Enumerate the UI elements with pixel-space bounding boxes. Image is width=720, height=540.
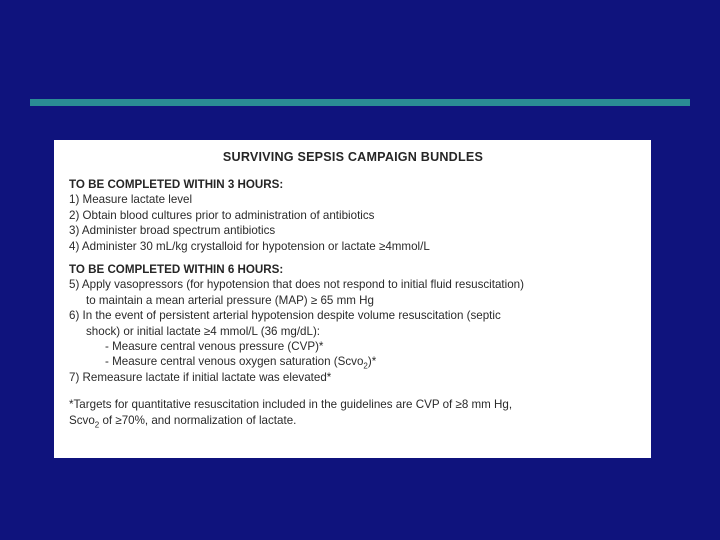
- sepsis-bundles-panel: [54, 140, 651, 458]
- section-heading-6-hours: TO BE COMPLETED WITHIN 6 HOURS:: [69, 263, 284, 277]
- list-item-5-continuation: to maintain a mean arterial pressure (MAP) ≥ 65 mm Hg: [86, 293, 374, 307]
- section-heading-3-hours: TO BE COMPLETED WITHIN 3 HOURS:: [69, 178, 284, 191]
- footnote: [69, 397, 637, 428]
- list-item-6: 6) In the event of persistent arterial hypotension despite volume resuscitation (septic: [69, 309, 501, 323]
- sub-item-scvo2-text: - Measure central venous oxygen saturation (Scvo: [105, 355, 364, 369]
- accent-rule: [30, 99, 690, 106]
- sub-item-scvo2: [69, 354, 637, 369]
- section-spacer: [69, 254, 637, 262]
- subscript-2: 2: [94, 420, 100, 429]
- list-item-6-continuation: shock) or initial lactate ≥4 mmol/L (36 mg/dL):: [86, 324, 321, 338]
- list-item: 1) Measure lactate level: [69, 193, 193, 207]
- sub-item-scvo2-suffix: )*: [367, 355, 377, 369]
- subscript-2: 2: [363, 361, 368, 371]
- section-6-hours: [69, 262, 637, 385]
- list-item: 2) Obtain blood cultures prior to administration of antibiotics: [69, 208, 375, 222]
- footnote-line-2: [69, 413, 637, 428]
- section-3-hours: [69, 177, 637, 254]
- list-item: 3) Administer broad spectrum antibiotics: [69, 224, 276, 238]
- footnote-spacer: [69, 385, 637, 397]
- footnote-scvo-text: Scvo: [69, 413, 95, 427]
- footnote-line-2-suffix: of ≥70%, and normalization of lactate.: [99, 413, 297, 427]
- panel-title: SURVIVING SEPSIS CAMPAIGN BUNDLES: [222, 150, 484, 164]
- footnote-line-1: *Targets for quantitative resuscitation included in the guidelines are CVP of ≥8 mm Hg,: [69, 398, 513, 412]
- list-item-7: 7) Remeasure lactate if initial lactate was elevated*: [69, 370, 332, 384]
- list-item: 4) Administer 30 mL/kg crystalloid for hypotension or lactate ≥4mmol/L: [69, 239, 430, 253]
- sub-item-cvp: - Measure central venous pressure (CVP)*: [105, 340, 324, 354]
- list-item-5: 5) Apply vasopressors (for hypotension that does not respond to initial fluid resuscitation): [69, 278, 524, 292]
